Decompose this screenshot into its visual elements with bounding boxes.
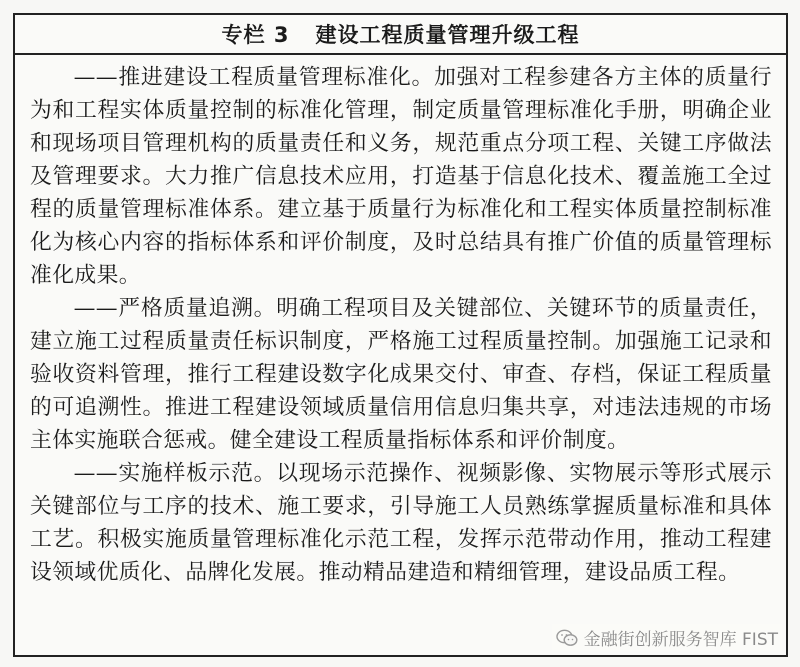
watermark — [552, 624, 782, 651]
box-title: 建设工程质量管理升级工程 — [315, 23, 580, 47]
box-body — [15, 55, 786, 589]
box-label: 专栏 3 — [221, 23, 290, 47]
paragraph-standardization: ——推进建设工程质量管理标准化。加强对工程参建各方主体的质量行为和工程实体质量控制的标准化管理，制定质量管理标准化手册，明确企业和现场项目管理机构的质量责任和义务，规范重点分项工程、关键工序做法及管理要求。大力推广信息技术应用，打造基于信息化技术、覆盖施工全过程的质量管理标准体系。建立基于质量行为标准化和工程实体质量控制标准化为核心内容的指标体系和评价制度，及时总结具有推广价值的质量管理标准化成果。 — [30, 65, 772, 288]
wechat-icon — [556, 629, 578, 647]
box-header — [15, 15, 786, 55]
paragraph-traceability: ——严格质量追溯。明确工程项目及关键部位、关键环节的质量责任，建立施工过程质量责任标识制度，严格施工过程质量控制。加强施工记录和验收资料管理，推行工程建设数字化成果交付、审查、存档，保证工程质量的可追溯性。推进工程建设领域质量信用信息归集共享，对违法违规的市场主体实施联合惩戒。健全建设工程质量指标体系和评价制度。 — [30, 296, 772, 453]
feature-box — [13, 13, 788, 657]
watermark-text: 金融街创新服务智库 FIST — [583, 630, 778, 650]
paragraph-demonstration: ——实施样板示范。以现场示范操作、视频影像、实物展示等形式展示关键部位与工序的技术、施工要求，引导施工人员熟练掌握质量标准和具体工艺。积极实施质量管理标准化示范工程，发挥示范带动作用，推动工程建设领域优质化、品牌化发展。推动精品建造和精细管理，建设品质工程。 — [30, 461, 772, 585]
